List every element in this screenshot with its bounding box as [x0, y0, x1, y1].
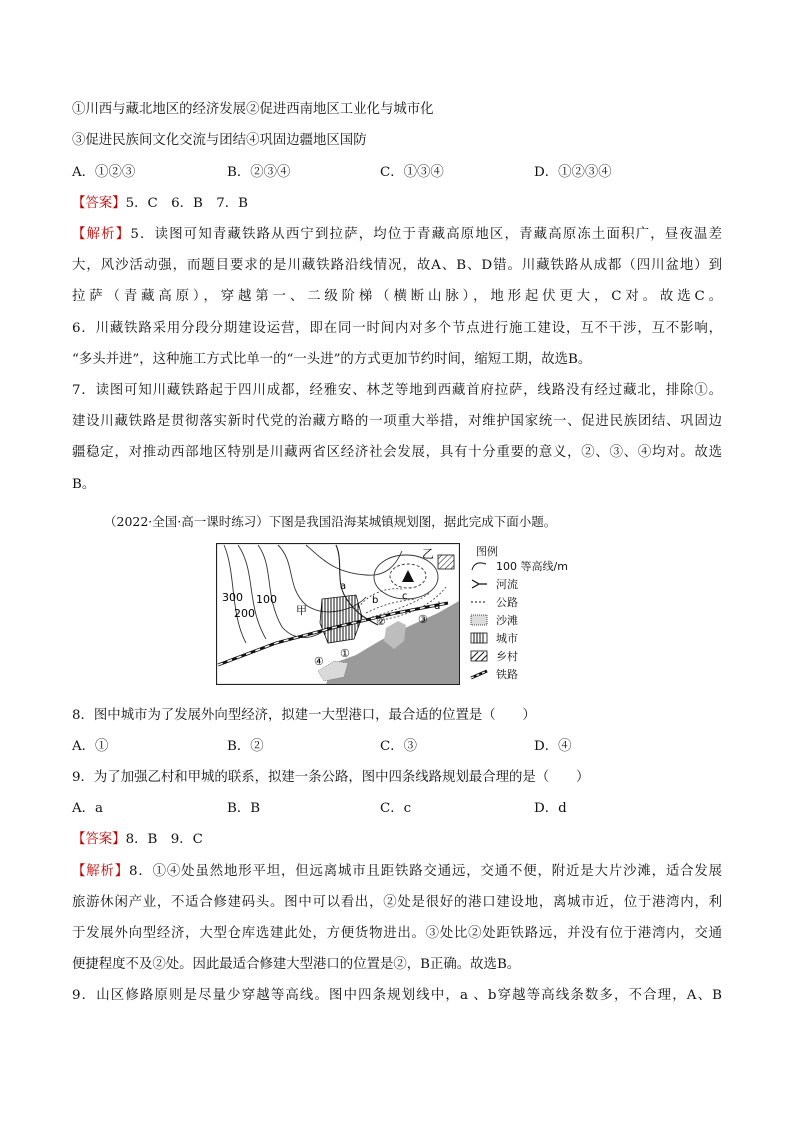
analysis2-line-4: 9．山区修路原则是尽量少穿越等高线。图中四条规划线中，a 、b穿越等高线条数多，不合理，A、B [72, 988, 722, 1003]
legend-item-village [470, 649, 518, 663]
q9-choice-d: D．d [534, 801, 567, 816]
legend-label-road: 公路 [496, 596, 518, 609]
railway-legend-icon [470, 668, 488, 680]
q7-choice-b: B．②③④ [227, 165, 291, 180]
contour-label-300: 300 [222, 591, 243, 604]
q7-choice-c: C．①③④ [380, 165, 444, 180]
analysis1-line-0 [72, 226, 722, 244]
analysis2-text-0: 8．①④处虽然地形平坦，但远离城市且距铁路交通远，交通不便，附近是大片沙滩，适合发展 [129, 864, 722, 879]
q8-choice-a: A．① [72, 739, 109, 754]
answer-label-2: 【答案】 [72, 832, 126, 847]
legend-label-beach: 沙滩 [496, 614, 518, 627]
legend-title: 图例 [476, 545, 498, 558]
analysis1-line-8: B。 [72, 477, 96, 492]
q8-choice-b: B．② [227, 739, 264, 754]
legend-label-city: 城市 [496, 632, 518, 645]
village-legend-icon [470, 650, 488, 662]
answer-block-1 [72, 195, 248, 213]
route-label-d: d [434, 601, 441, 612]
question-intro: （2022·全国·高一课时练习）下图是我国沿海某城镇规划图，据此完成下面小题。 [104, 514, 557, 529]
analysis2-line-2: 于发展外向型经济，大型仓库选建此处，方便货物进出。③处比②处距铁路远，并没有位于港湾内，交通 [72, 926, 722, 941]
route-label-c: c [402, 591, 408, 602]
road-legend-icon [470, 596, 488, 608]
coastal-town-planning-map [216, 543, 460, 685]
map-legend [470, 543, 590, 688]
route-label-b: b [372, 595, 379, 606]
q8-choice-d: D．④ [534, 739, 572, 754]
answer-label: 【答案】 [72, 196, 126, 211]
q8-choice-c: C．③ [380, 739, 418, 754]
legend-item-road [470, 595, 518, 609]
q7-choice-a: A．①②③ [72, 165, 136, 180]
analysis1-line-2: 拉萨（青藏高原），穿越第一、二级阶梯（横断山脉），地形起伏更大，C对。故选C。 [72, 289, 722, 304]
analysis1-line-4: “多头并进”，这种施工方式比单一的“一头进”的方式更加节约时间，缩短工期，故选B。 [72, 352, 592, 367]
place-label-yi: 乙 [422, 547, 435, 561]
legend-item-river [470, 577, 518, 591]
analysis-label: 【解析】 [72, 227, 131, 242]
q9-choice-a: A．a [72, 801, 104, 816]
legend-label-railway: 铁路 [496, 668, 518, 681]
place-label-jia: 甲 [296, 604, 307, 617]
legend-item-beach [470, 613, 518, 627]
answer-block-2 [72, 831, 203, 849]
analysis1-line-7: 疆稳定，对推动西部地区特别是川藏两省区经济社会发展，具有十分重要的意义，②、③、④均对。故选 [72, 445, 722, 460]
village-area [438, 555, 454, 569]
q9-choice-b: B．B [227, 801, 261, 816]
answer-text-2: 8．B 9．C [125, 832, 203, 847]
q7-statement-line-1: ①川西与藏北地区的经济发展②促进西南地区工业化与城市化 [72, 102, 434, 117]
site-label-2: ② [376, 615, 386, 628]
analysis-label-2: 【解析】 [72, 864, 130, 879]
route-label-a: a [340, 581, 347, 592]
legend-label-village: 乡村 [496, 650, 518, 663]
legend-item-railway [470, 667, 518, 681]
contour-label-100: 100 [256, 593, 277, 606]
analysis1-line-5: 7．读图可知川藏铁路起于四川成都，经雅安、林芝等地到西藏首府拉萨，线路没有经过藏北，排除①。 [72, 383, 722, 398]
q9-stem: 9．为了加强乙村和甲城的联系，拟建一条公路，图中四条线路规划最合理的是（ ） [72, 770, 590, 785]
q9-choice-c: C．c [380, 801, 412, 816]
city-legend-icon [470, 632, 488, 644]
beach-legend-icon [470, 614, 488, 626]
legend-label-contour: 100 等高线/m [496, 560, 568, 573]
analysis1-line-3: 6．川藏铁路采用分段分期建设运营，即在同一时间内对多个节点进行施工建设，互不干涉，互不影响， [72, 321, 722, 336]
q7-choice-d: D．①②③④ [534, 165, 612, 180]
river-legend-icon [470, 578, 488, 590]
analysis2-line-1: 旅游休闲产业，不适合修建码头。图中可以看出，②处是很好的港口建设地，离城市近，位于港湾内，利 [72, 895, 722, 910]
analysis1-line-6: 建设川藏铁路是贯彻落实新时代党的治藏方略的一项重大举措，对维护国家统一、促进民族团结、巩固边 [72, 414, 722, 429]
analysis1-text-0: 5．读图可知青藏铁路从西宁到拉萨，均位于青藏高原地区，青藏高原冻土面积广，昼夜温差 [130, 227, 722, 242]
legend-item-contour [470, 559, 568, 573]
analysis2-line-3: 便捷程度不及②处。因此最适合修建大型港口的位置是②，B正确。故选B。 [72, 957, 521, 972]
site-label-1: ① [340, 647, 350, 660]
site-label-3: ③ [418, 613, 428, 626]
q8-stem: 8．图中城市为了发展外向型经济，拟建一大型港口，最合适的位置是（ ） [72, 708, 536, 723]
analysis1-line-1: 大，风沙活动强，而题目要求的是川藏铁路沿线情况，故A、B、D错。川藏铁路从成都（四川盆地）到 [72, 258, 722, 273]
analysis2-line-0 [72, 863, 722, 881]
contour-legend-icon [470, 560, 488, 572]
contour-label-200: 200 [234, 607, 255, 620]
answer-text: 5．C 6．B 7．B [125, 196, 249, 211]
legend-label-river: 河流 [496, 578, 518, 591]
q7-statement-line-2: ③促进民族间文化交流与团结④巩固边疆地区国防 [72, 133, 367, 148]
site-label-4: ④ [314, 655, 324, 668]
legend-item-city [470, 631, 518, 645]
